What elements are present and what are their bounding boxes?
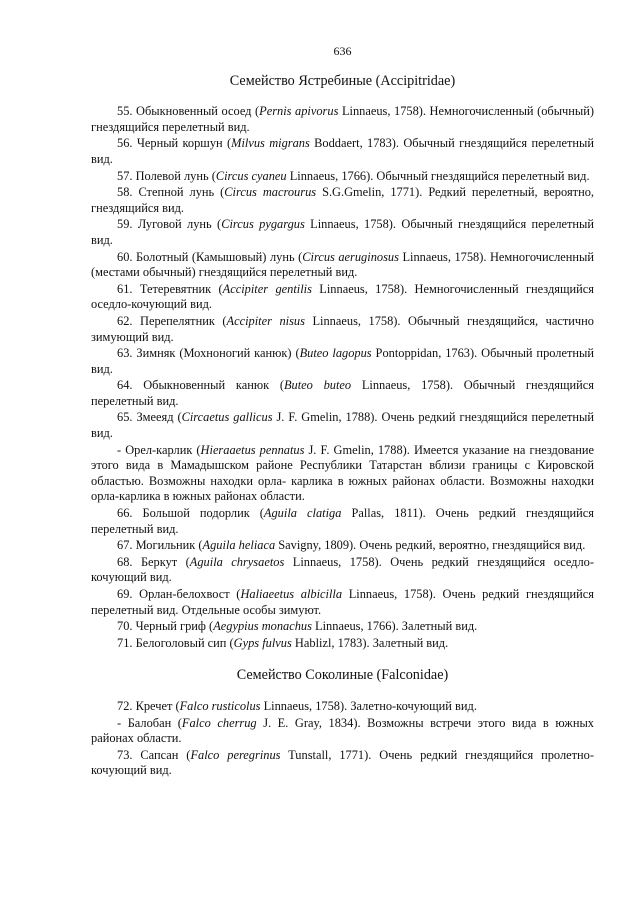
entry-common-name: 65. Змееяд ( bbox=[117, 410, 182, 425]
scientific-name: Circaetus gallicus bbox=[181, 410, 273, 425]
entry-common-name: 66. Большой подорлик ( bbox=[117, 506, 264, 521]
entry-common-name: 55. Обыкновенный осоед ( bbox=[117, 104, 260, 119]
entry-description: Linnaeus, 1766). Залетный вид. bbox=[311, 619, 478, 634]
scientific-name: Accipiter nisus bbox=[226, 313, 305, 328]
entry-common-name: 70. Черный гриф ( bbox=[117, 619, 214, 634]
species-entry bbox=[91, 699, 594, 715]
entry-description: Linnaeus, 1758). Очень редкий гнездящийся оседло-кочующий вид. bbox=[91, 554, 594, 585]
entry-common-name: 64. Обыкновенный канюк ( bbox=[117, 378, 284, 393]
entry-description: J. F. Gmelin, 1788). Очень редкий гнездящийся перелетный вид. bbox=[91, 410, 594, 441]
species-entry bbox=[91, 587, 594, 618]
entry-common-name: - Балобан ( bbox=[117, 715, 182, 730]
species-entry bbox=[91, 185, 594, 216]
entry-common-name: 71. Белоголовый сип ( bbox=[117, 635, 234, 650]
entry-common-name: 57. Полевой лунь ( bbox=[117, 168, 216, 183]
scientific-name: Circus pygargus bbox=[221, 217, 305, 232]
scientific-name: Aguila chrysaetos bbox=[189, 554, 285, 569]
scientific-name: Buteo lagopus bbox=[299, 346, 372, 361]
entry-description: Linnaeus, 1758). Обычный гнездящийся перелетный вид. bbox=[91, 217, 595, 247]
entry-description: Linnaeus, 1766). Обычный гнездящийся перелетный вид. bbox=[286, 168, 590, 183]
species-entry bbox=[91, 217, 594, 248]
species-entry bbox=[91, 716, 594, 747]
species-entry bbox=[91, 410, 594, 441]
entry-common-name: 56. Черный коршун ( bbox=[117, 136, 232, 151]
entry-common-name: 62. Перепелятник ( bbox=[117, 313, 227, 328]
entry-description: Boddaert, 1783). Обычный гнездящийся перелетный вид. bbox=[91, 136, 594, 166]
page-number: 636 bbox=[333, 44, 352, 58]
entry-common-name: 60. Болотный (Камышовый) лунь ( bbox=[117, 249, 303, 264]
scientific-name: Falco rusticolus bbox=[179, 698, 261, 713]
entry-description: Linnaeus, 1758). Немногочисленный (обычный) гнездящийся перелетный вид. bbox=[91, 104, 594, 134]
species-entry bbox=[91, 346, 594, 377]
entry-description: S.G.Gmelin, 1771). Редкий перелетный, вероятно, гнездящийся вид. bbox=[91, 185, 594, 215]
entry-description: J. F. Gmelin, 1788). Имеется указание на гнездование этого вида в Мамадышском районе Республики Татарстан вблизи границы с Кировской областью. Возможны находки орла- карлика в южных районах области. Возможны находки орла-карлика в южных районах области. bbox=[91, 442, 594, 504]
species-entry bbox=[91, 282, 594, 313]
entry-common-name: 69. Орлан-белохвост ( bbox=[117, 587, 241, 601]
section-heading: Семейство Ястребиные (Accipitridae) bbox=[229, 72, 456, 89]
entry-description: Linnaeus, 1758). Обычный гнездящийся, частично зимующий вид. bbox=[91, 313, 594, 344]
section-heading: Семейство Соколиные (Falconidae) bbox=[236, 667, 449, 684]
scientific-name: Circus cyaneu bbox=[215, 168, 287, 183]
entry-common-name: 73. Сапсан ( bbox=[117, 747, 191, 762]
scientific-name: Circus macrourus bbox=[224, 185, 317, 200]
scientific-name: Gyps fulvus bbox=[233, 635, 292, 650]
entry-description: Linnaeus, 1758). Немногочисленный (местами обычный) гнездящийся перелетный вид. bbox=[91, 249, 595, 280]
species-entry bbox=[91, 250, 594, 281]
species-entry bbox=[91, 136, 594, 167]
entry-description: Linnaeus, 1758). Обычный гнездящийся перелетный вид. bbox=[91, 378, 594, 408]
entry-description: J. E. Gray, 1834). Возможны встречи этого вида в южных районах области. bbox=[91, 715, 594, 746]
scientific-name: Haliaeetus albicilla bbox=[240, 587, 343, 601]
entry-description: Pallas, 1811). Очень редкий гнездящийся перелетный вид. bbox=[91, 506, 594, 536]
species-entry bbox=[91, 378, 594, 409]
entry-common-name: 59. Луговой лунь ( bbox=[117, 217, 222, 232]
section-accipitridae bbox=[91, 74, 594, 652]
entry-common-name: 67. Могильник ( bbox=[117, 538, 203, 553]
scientific-name: Milvus migrans bbox=[231, 136, 310, 151]
entry-list bbox=[91, 699, 594, 779]
species-entry bbox=[91, 555, 594, 586]
scientific-name: Falco peregrinus bbox=[190, 747, 281, 762]
entry-common-name: 68. Беркут ( bbox=[117, 554, 190, 569]
scientific-name: Aguila heliaca bbox=[202, 538, 276, 553]
scientific-name: Circus aeruginosus bbox=[302, 249, 399, 264]
entry-description: Linnaeus, 1758). Очень редкий гнездящийся перелетный вид. Отдельные особы зимуют. bbox=[91, 587, 594, 617]
species-entry bbox=[91, 748, 594, 779]
species-entry bbox=[91, 636, 594, 652]
entry-list bbox=[91, 104, 594, 651]
scientific-name: Aegypius monachus bbox=[213, 619, 312, 634]
species-entry bbox=[91, 314, 594, 345]
entry-description: Hablizl, 1783). Залетный вид. bbox=[291, 635, 449, 650]
scientific-name: Accipiter gentilis bbox=[222, 281, 312, 296]
scientific-name: Falco cherrug bbox=[181, 715, 257, 730]
section-falconidae bbox=[91, 668, 594, 779]
scientific-name: Hieraaetus pennatus bbox=[200, 442, 305, 457]
entry-common-name: - Орел-карлик ( bbox=[117, 442, 201, 457]
species-entry bbox=[91, 104, 594, 135]
entry-common-name: 61. Тетеревятник ( bbox=[117, 281, 223, 296]
scientific-name: Pernis apivorus bbox=[259, 104, 339, 119]
entry-description: Pontoppidan, 1763). Обычный пролетный вид. bbox=[91, 346, 594, 376]
entry-description: Linnaeus, 1758). Залетно-кочующий вид. bbox=[260, 698, 477, 713]
scientific-name: Aguila clatiga bbox=[263, 506, 342, 521]
entry-description: Linnaeus, 1758). Немногочисленный гнездящийся оседло-кочующий вид. bbox=[91, 281, 594, 312]
entry-common-name: 63. Зимняк (Мохноногий канюк) ( bbox=[117, 346, 300, 361]
entry-description: Savigny, 1809). Очень редкий, вероятно, гнездящийся вид. bbox=[275, 538, 586, 553]
entry-common-name: 58. Степной лунь ( bbox=[117, 185, 225, 200]
species-entry bbox=[91, 506, 594, 537]
entry-common-name: 72. Кречет ( bbox=[117, 698, 180, 713]
species-entry bbox=[91, 538, 594, 554]
species-entry bbox=[91, 443, 594, 505]
scientific-name: Buteo buteo bbox=[283, 378, 352, 393]
entry-description: Tunstall, 1771). Очень редкий гнездящийся пролетно-кочующий вид. bbox=[91, 747, 594, 778]
species-entry bbox=[91, 619, 594, 635]
species-entry bbox=[91, 169, 594, 185]
